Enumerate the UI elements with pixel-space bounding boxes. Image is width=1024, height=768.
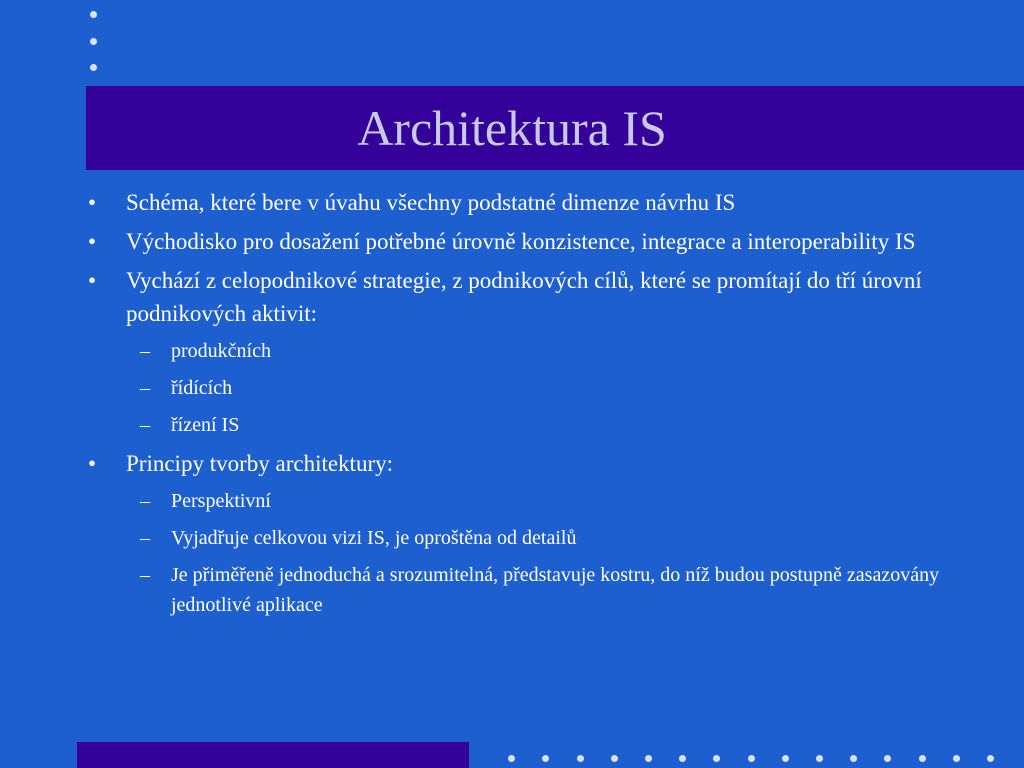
sub-marker: – <box>140 377 150 399</box>
decor-dot <box>577 755 584 762</box>
decor-dot <box>508 755 515 762</box>
sub-text: produkčních <box>171 340 271 362</box>
sub-text: Je přiměřeně jednoduchá a srozumitelná, představuje kostru, do níž budou postupně zasazovány jednotlivé aplikace <box>171 564 940 616</box>
bullet-text: Principy tvorby architektury: <box>126 451 393 476</box>
bullet-text: Schéma, které bere v úvahu všechny podstatné dimenze návrhu IS <box>126 190 736 215</box>
slide-title: Architektura IS <box>357 100 667 156</box>
sub-text: Vyjadřuje celkovou vizi IS, je oproštěna od detailů <box>171 527 577 549</box>
sub-marker: – <box>140 527 150 549</box>
decor-dot <box>713 755 720 762</box>
decor-dot <box>884 755 891 762</box>
sub-item <box>88 486 948 516</box>
sub-item <box>88 336 948 366</box>
bullet-text: Vychází z celopodnikové strategie, z podnikových cílů, které se promítají do tří úrovní podnikových aktivit: <box>126 268 922 326</box>
bullet-item <box>88 186 948 219</box>
decor-dot <box>782 755 789 762</box>
bottom-band <box>77 742 469 768</box>
decor-dot <box>987 755 994 762</box>
slide-content <box>88 186 948 627</box>
decor-dot <box>90 38 97 45</box>
decor-dot <box>679 755 686 762</box>
sub-marker: – <box>140 490 150 512</box>
bullet-marker: • <box>88 229 97 254</box>
title-band <box>86 86 1024 170</box>
decor-dot <box>850 755 857 762</box>
sub-marker: – <box>140 340 150 362</box>
sub-marker: – <box>140 414 150 436</box>
decor-dot <box>748 755 755 762</box>
decor-dot <box>90 64 97 71</box>
decor-dot <box>645 755 652 762</box>
sub-item <box>88 560 948 620</box>
bullet-item <box>88 225 948 258</box>
decor-dot <box>542 755 549 762</box>
decor-dot <box>919 755 926 762</box>
sub-item <box>88 523 948 553</box>
decor-dot <box>816 755 823 762</box>
bullet-item <box>88 264 948 330</box>
bullet-marker: • <box>88 190 97 215</box>
sub-item <box>88 373 948 403</box>
decor-dot <box>953 755 960 762</box>
sub-text: Perspektivní <box>171 490 271 512</box>
decor-dot <box>611 755 618 762</box>
decor-dot <box>90 11 97 18</box>
bullet-marker: • <box>88 268 97 293</box>
bullet-text: Východisko pro dosažení potřebné úrovně konzistence, integrace a interoperability IS <box>126 229 916 254</box>
sub-marker: – <box>140 564 150 586</box>
bullet-item <box>88 447 948 480</box>
sub-text: řízení IS <box>171 414 240 436</box>
sub-text: řídících <box>171 377 233 399</box>
bullet-marker: • <box>88 451 97 476</box>
sub-item <box>88 410 948 440</box>
